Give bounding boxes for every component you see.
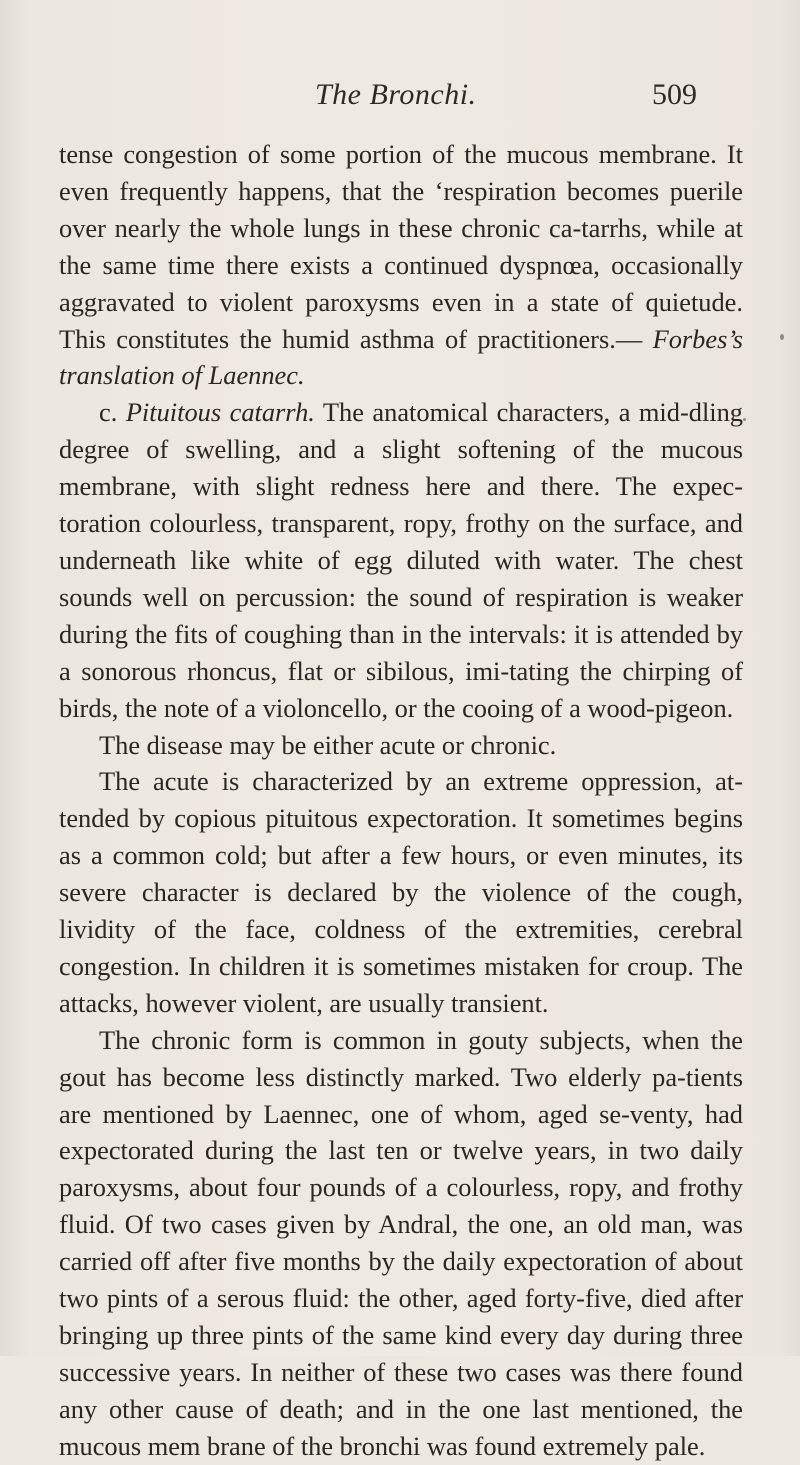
section-heading: Pituitous catarrh. <box>125 397 315 428</box>
paragraph-text: tense congestion of some portion of the mucous membrane. It even frequently happens, that the ‘respiration becomes puerile over nearly the whole lungs in these chronic ca-tarrhs, while at the same time there exists a continued dyspnœa, occasionally aggravated to violent paroxysms even in a state of quietude. This constitutes the humid asthma of practitioners.— <box>59 139 743 354</box>
body-text <box>59 136 743 1465</box>
section-marker: c. <box>99 397 126 428</box>
page-number: 509 <box>652 78 697 111</box>
citation: Forbes’s translation of Laennec. <box>59 323 743 391</box>
paragraph-text: The acute is characterized by an extreme oppression, at-tended by copious pituitous expectoration. It sometimes begins as a common cold; but after a few hours, or even minutes, its severe character is declared by the violence of the cough, lividity of the face, coldness of the extremities, cerebral congestion. In children it is sometimes mistaken for croup. The attacks, however violent, are usually transient. <box>59 766 743 1018</box>
paragraph-2 <box>59 394 743 726</box>
paragraph-text: The disease may be either acute or chronic. <box>99 729 557 760</box>
paragraph-3 <box>59 727 743 764</box>
paper-speck <box>780 334 784 340</box>
paragraph-4 <box>59 763 743 1021</box>
running-title: The Bronchi. <box>315 78 477 111</box>
paper-speck <box>743 418 746 421</box>
paragraph-1 <box>59 136 743 394</box>
paragraph-text: The anatomical characters, a mid-dling degree of swelling, and a slight softening of the mucous membrane, with slight redness here and there. The expec-toration colourless, transparent, ropy, frothy on the surface, and underneath like white of egg diluted with water. The chest sounds well on percussion: the sound of respiration is weaker during the fits of coughing than in the intervals: it is attended by a sonorous rhoncus, flat or sibilous, imi-tating the chirping of birds, the note of a violoncello, or the cooing of a wood-pigeon. <box>59 397 744 723</box>
page-header <box>0 78 800 118</box>
paragraph-5 <box>59 1022 743 1465</box>
paragraph-text: The chronic form is common in gouty subjects, when the gout has become less distinctly marked. Two elderly pa-tients are mentioned by Laennec, one of whom, aged se-venty, had expectorated during the last ten or twelve years, in two daily paroxysms, about four pounds of a colourless, ropy, and frothy fluid. Of two cases given by Andral, the one, an old man, was carried off after five months by the daily expectoration of about two pints of a serous fluid: the other, aged forty-five, died after bringing up three pints of the same kind every day during three successive years. In neither of these two cases was there found any other cause of death; and in the one last mentioned, the mucous mem brane of the bronchi was found extremely pale. <box>59 1024 743 1461</box>
